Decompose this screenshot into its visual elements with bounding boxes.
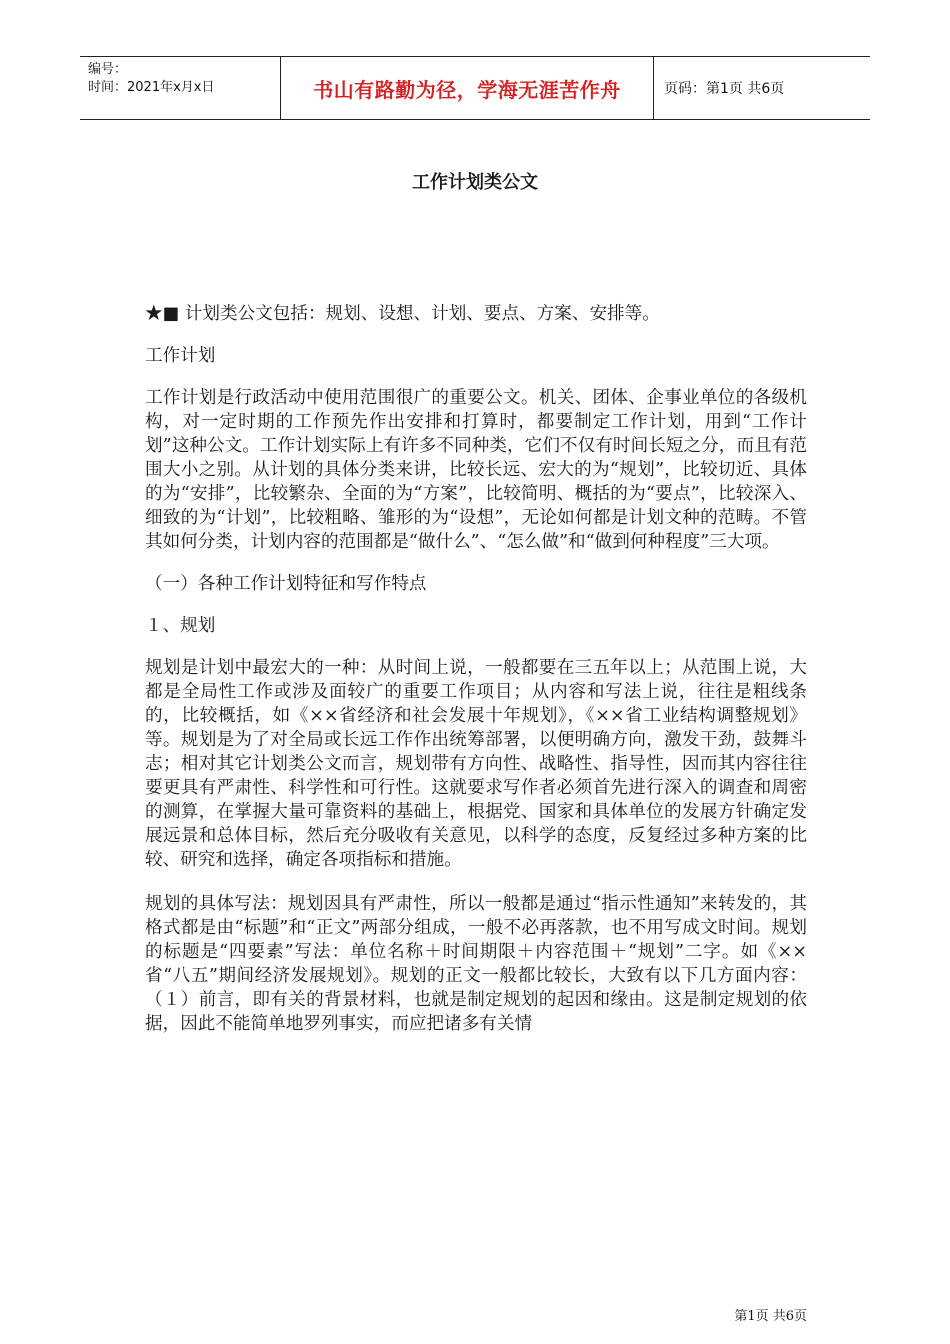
document-title: 工作计划类公文 bbox=[412, 172, 538, 193]
subsection-heading: （一）各种工作计划特征和写作特点 bbox=[145, 574, 427, 594]
date-label: 时间：2021年x月x日 bbox=[88, 80, 215, 95]
paragraph: 规划是计划中最宏大的一种：从时间上说，一般都要在三五年以上；从范围上说，大都是全局性工作或涉及面较广的重要工作项目；从内容和写法上说，往往是粗线条的，比较概括，如《××省经济和社会发展十年规划》，《××省工业结构调整规划》等。规划是为了对全局或长远工作作出统筹部署，以便明确方向，激发干劲，鼓舞斗志；相对其它计划类公文而言，规划带有方向性、战略性、指导性，因而其内容往往要更具有严肃性、科学性和可行性。这就要求写作者必须首先进行深入的调查和周密的测算，在掌握大量可靠资料的基础上，根据党、国家和具体单位的发展方针确定发展远景和总体目标，然后充分吸收有关意见，以科学的态度，反复经过多种方案的比较、研究和选择，确定各项指标和措施。 bbox=[145, 658, 807, 870]
item-heading: １、规划 bbox=[145, 616, 216, 636]
page-footer: 第1页 共6页 bbox=[734, 1309, 807, 1324]
document-body bbox=[145, 302, 807, 1036]
section-heading: 工作计划 bbox=[145, 346, 216, 366]
paragraph-intro: ★■ 计划类公文包括：规划、设想、计划、要点、方案、安排等。 bbox=[145, 304, 660, 324]
paragraph: 工作计划是行政活动中使用范围很广的重要公文。机关、团体、企事业单位的各级机构，对一定时期的工作预先作出安排和打算时，都要制定工作计划，用到“工作计划”这种公文。工作计划实际上有许多不同种类，它们不仅有时间长短之分，而且有范围大小之别。从计划的具体分类来讲，比较长远、宏大的为“规划”，比较切近、具体的为“安排”，比较繁杂、全面的为“方案”，比较简明、概括的为“要点”，比较深入、细致的为“计划”，比较粗略、雏形的为“设想”，无论如何都是计划文种的范畴。不管其如何分类，计划内容的范围都是“做什么”、“怎么做”和“做到何种程度”三大项。 bbox=[145, 388, 807, 552]
number-label: 编号： bbox=[88, 62, 128, 77]
page-header bbox=[80, 56, 870, 120]
header-meta bbox=[80, 57, 280, 119]
header-motto: 书山有路勤为径，学海无涯苦作舟 bbox=[280, 57, 654, 119]
paragraph: 规划的具体写法：规划因具有严肃性，所以一般都是通过“指示性通知”来转发的，其格式都是由“标题”和“正文”两部分组成，一般不必再落款，也不用写成文时间。规划的标题是“四要素”写法：单位名称＋时间期限＋内容范围＋“规划”二字。如《××省“八五”期间经济发展规划》。规划的正文一般都比较长，大致有以下几方面内容：（１）前言，即有关的背景材料，也就是制定规划的起因和缘由。这是制定规划的依据，因此不能简单地罗列事实，而应把诸多有关情 bbox=[145, 894, 807, 1034]
header-page-label: 页码：第1页 共6页 bbox=[664, 81, 785, 97]
